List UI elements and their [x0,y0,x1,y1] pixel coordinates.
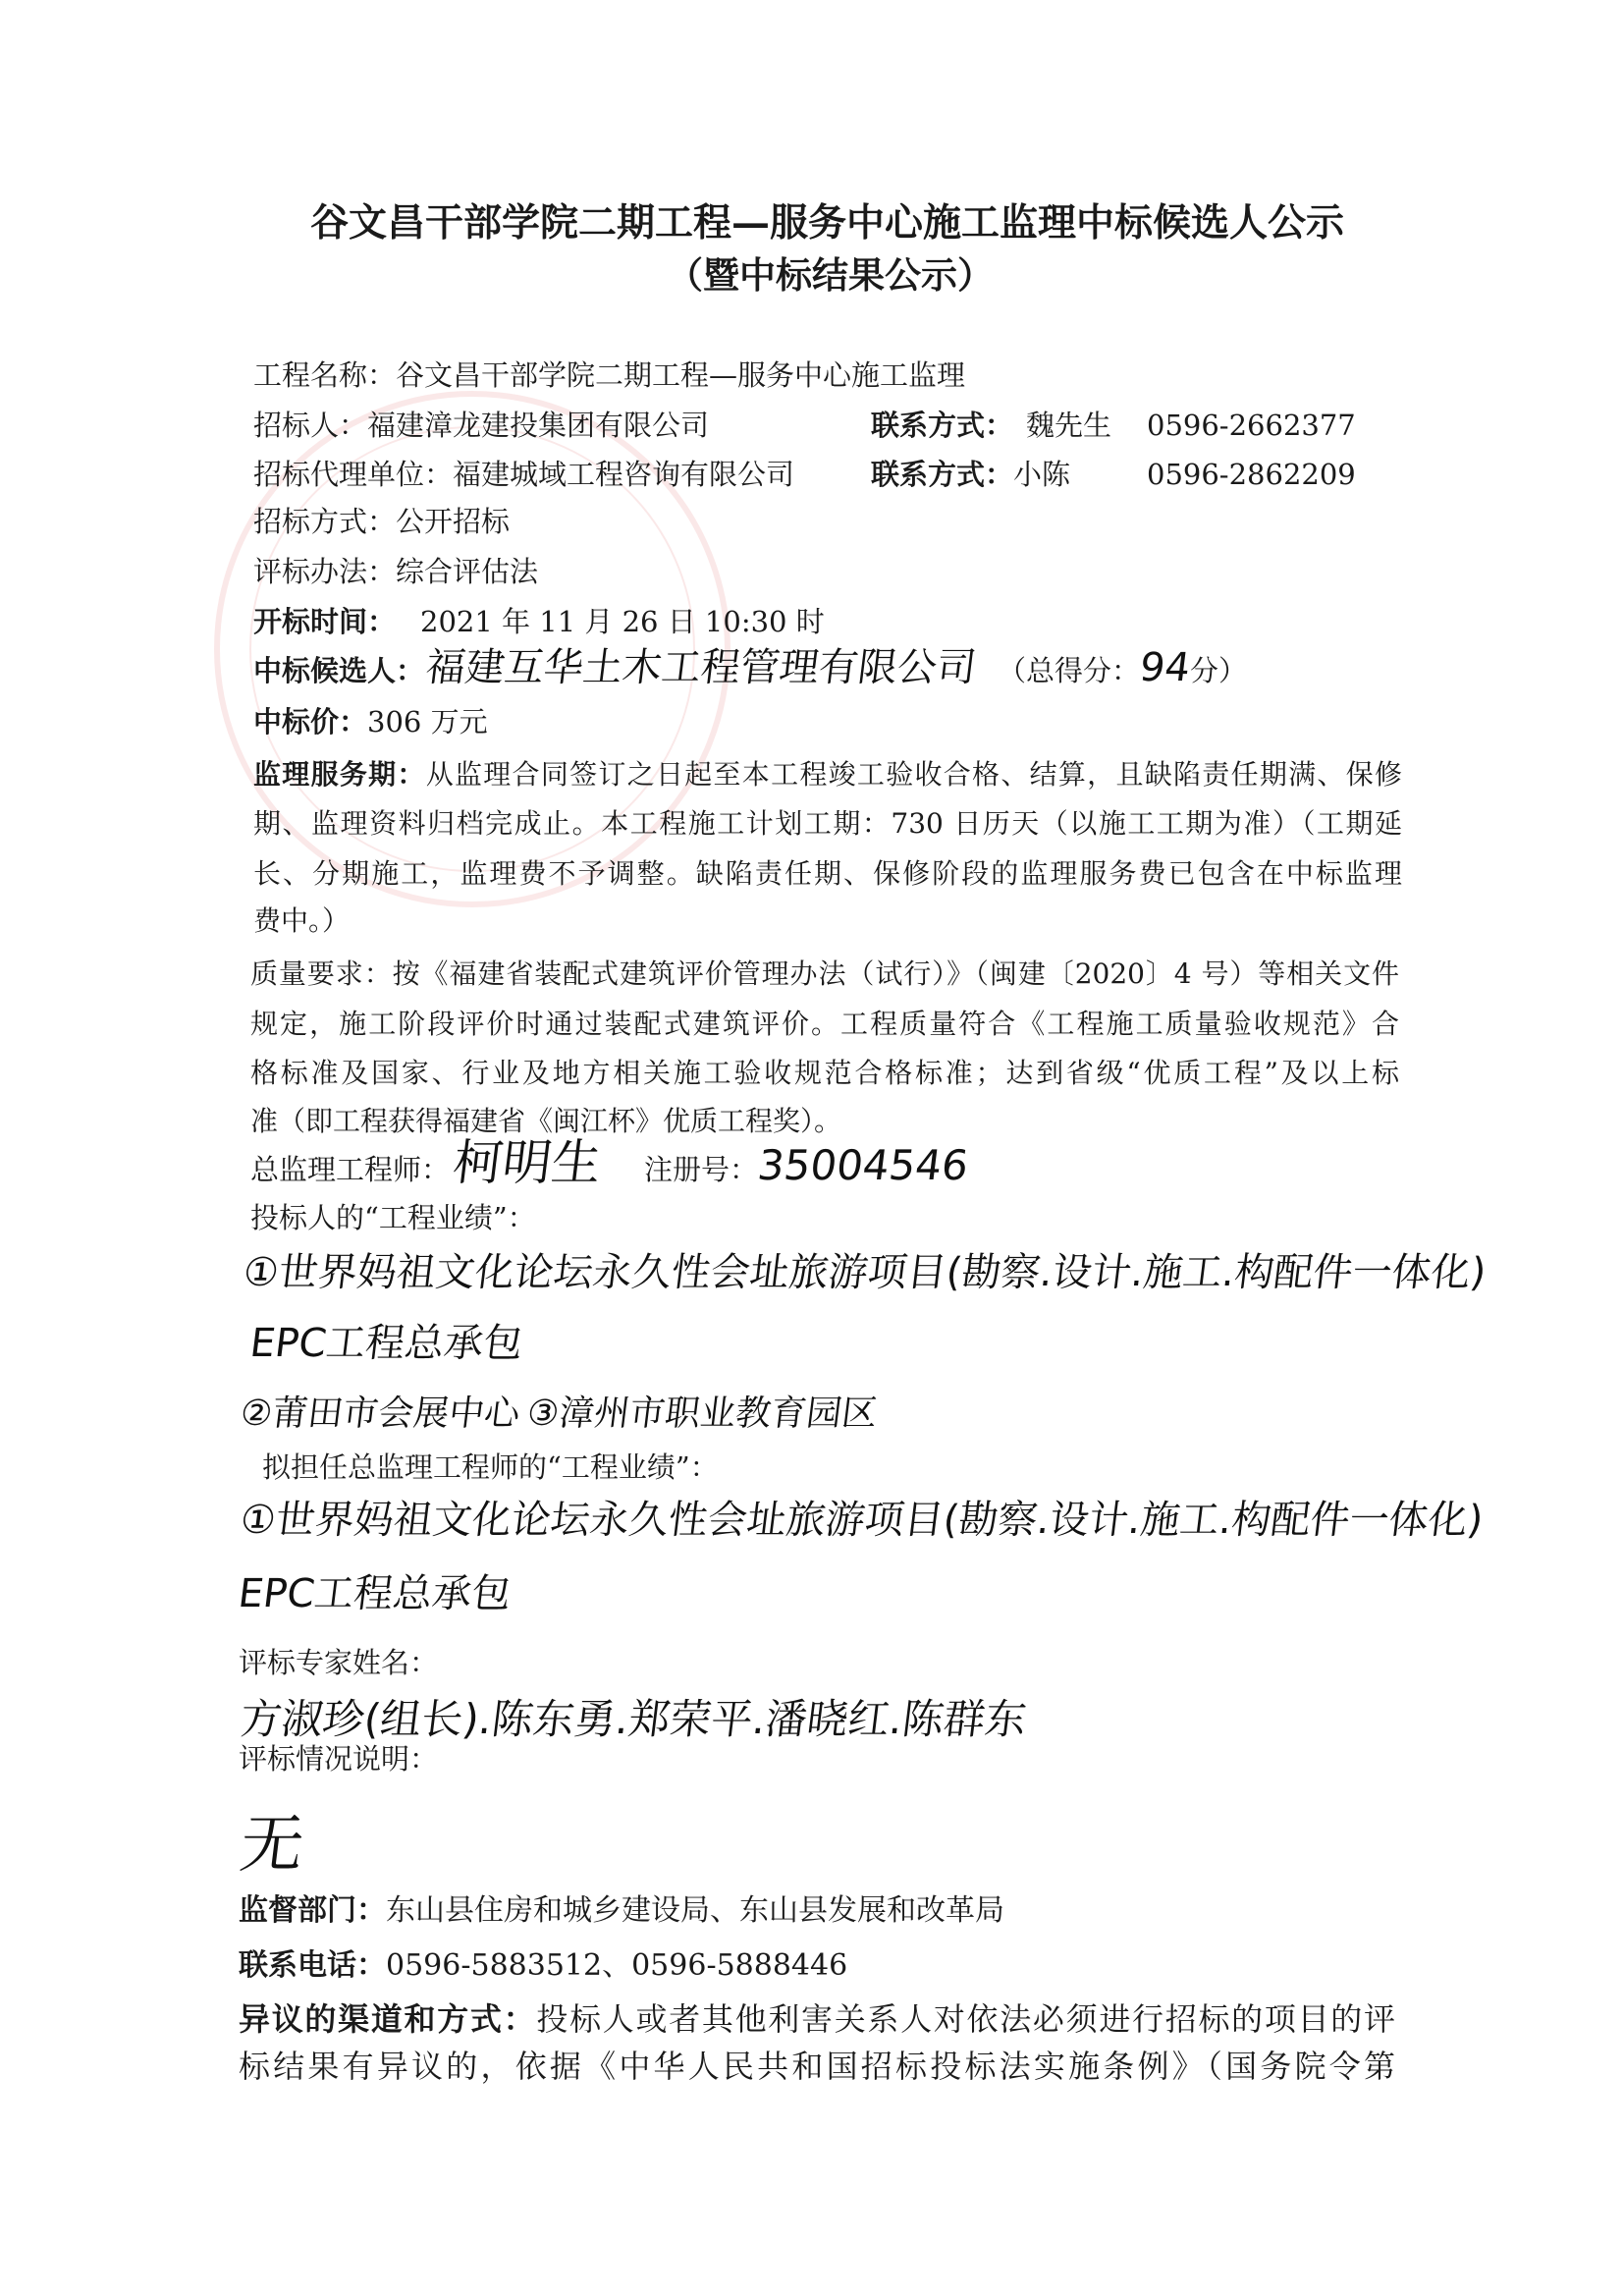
chief-engineer-name-handwritten: 柯明生 [450,1134,605,1191]
evaluation-method-row [253,555,539,588]
bidder-performance-line-2: EPC工程总承包 [247,1321,526,1366]
experts-names-handwritten: 方淑珍(组长).陈东勇.郑荣平.潘晓红.陈群东 [238,1695,1030,1743]
contact-phone-label: 联系电话： [239,1948,386,1983]
document-title: 谷文昌干部学院二期工程—服务中心施工监理中标候选人公示 [309,200,1344,246]
opening-time-row [253,605,825,638]
tender-method-row [253,505,511,538]
tenderer-value: 福建漳龙建投集团有限公司 [367,409,710,442]
service-period-line-3: 长、分期施工，监理费不予调整。缺陷责任期、保修阶段的监理服务费已包含在中标监理 [253,857,1402,890]
agency-row [253,458,795,491]
winning-candidate-label: 中标候选人： [253,654,425,687]
tenderer-phone: 0596-2662377 [1147,409,1356,442]
quality-text-1: 按《福建省装配式建筑评价管理办法（试行）》（闽建〔2020〕4 号）等相关文件 [392,957,1399,990]
registration-label: 注册号： [644,1153,759,1186]
engineer-performance-line-1: ①世界妈祖文化论坛永久性会址旅游项目(勘察.设计.施工.构配件一体化) [238,1498,1487,1543]
bidder-performance-label: 投标人的“工程业绩”： [250,1201,536,1234]
engineer-performance-label: 拟担任总监理工程师的“工程业绩”： [262,1450,719,1484]
tenderer-row [253,411,709,440]
agency-phone: 0596-2862209 [1147,458,1356,491]
service-period-label: 监理服务期： [253,758,426,791]
agency-contact-label: 联系方式： [871,458,1014,491]
opening-time-value: 2021 年 11 月 26 日 10:30 时 [420,605,825,638]
evaluation-notes-label: 评标情况说明： [239,1742,439,1776]
bidder-performance-item-2: ②莆田市会展中心 [238,1394,522,1434]
quality-label: 质量要求： [250,957,393,990]
objection-text-1: 投标人或者其他利害关系人对依法必须进行招标的项目的评 [536,2000,1395,2038]
evaluation-method-value: 综合评估法 [396,555,539,588]
chief-engineer-label: 总监理工程师： [250,1153,451,1186]
objection-label: 异议的渠道和方式： [239,2000,537,2038]
objection-line-1 [239,2000,1395,2038]
evaluation-method-label: 评标办法： [253,555,397,588]
supervision-value: 东山县住房和城乡建设局、东山县发展和改革局 [386,1893,1004,1928]
score-handwritten: 94 [1137,645,1193,690]
service-period-line-2: 期、监理资料归档完成止。本工程施工计划工期：730 日历天（以施工工期为准）（工期延 [253,807,1402,840]
agency-label: 招标代理单位： [253,458,454,491]
experts-label: 评标专家姓名： [239,1646,439,1679]
score-suffix: 分） [1189,654,1247,687]
bidder-performance-item-3: ③漳州市职业教育园区 [524,1394,881,1434]
project-name-label: 工程名称： [253,358,397,392]
objection-line-2: 标结果有异议的，依据《中华人民共和国招标投标法实施条例》（国务院令第 [239,2048,1395,2085]
quality-line-3: 格标准及国家、行业及地方相关施工验收规范合格标准；达到省级“优质工程”及以上标 [250,1057,1399,1089]
quality-line-4: 准（即工程获得福建省《闽江杯》优质工程奖）。 [250,1105,842,1137]
supervision-row [239,1893,1004,1928]
contact-phone-value: 0596-5883512、0596-5888446 [386,1948,848,1983]
agency-value: 福建城域工程咨询有限公司 [453,458,795,491]
winning-price-row [253,705,488,738]
bidder-performance-line-3-row [238,1394,881,1434]
project-name-value: 谷文昌干部学院二期工程—服务中心施工监理 [396,358,966,392]
evaluation-notes-handwritten: 无 [236,1809,308,1882]
service-period-line-1 [253,758,1402,791]
agency-contact-person: 小陈 [1013,458,1071,491]
tenderer-contact-label: 联系方式： [871,409,1014,442]
document-subtitle: （暨中标结果公示） [667,253,994,297]
project-name-row [253,358,966,392]
tenderer-contact-person: 魏先生 [1026,409,1112,442]
tender-method-value: 公开招标 [396,505,511,538]
contact-phone-row [239,1948,848,1983]
service-period-line-4: 费中。） [253,904,351,937]
engineer-performance-line-2: EPC工程总承包 [236,1571,514,1616]
winning-price-label: 中标价： [253,705,368,738]
bidder-performance-line-1: ①世界妈祖文化论坛永久性会址旅游项目(勘察.设计.施工.构配件一体化) [241,1250,1489,1295]
quality-line-1 [250,957,1399,990]
chief-engineer-row [250,1134,971,1191]
agency-contact-row [871,458,1071,491]
winning-candidate-row [253,645,1247,690]
bidder-performance-line-1-row [241,1250,1489,1295]
tender-method-label: 招标方式： [253,505,397,538]
registration-number-handwritten: 35004546 [755,1141,971,1189]
evaluation-notes-row [236,1809,308,1882]
service-period-text-1: 从监理合同签订之日起至本工程竣工验收合格、结算，且缺陷责任期满、保修 [425,758,1402,791]
bidder-performance-line-2-row [247,1321,526,1366]
supervision-label: 监督部门： [239,1893,386,1928]
opening-time-label: 开标时间： [253,605,397,638]
winning-candidate-name-handwritten: 福建互华土木工程管理有限公司 [423,645,979,690]
quality-line-2: 规定，施工阶段评价时通过装配式建筑评价。工程质量符合《工程施工质量验收规范》合 [250,1008,1399,1040]
experts-names-row [238,1695,1030,1743]
winning-price-value: 306 万元 [367,705,488,738]
score-prefix: （总得分： [998,654,1141,687]
engineer-performance-line-1-row [238,1498,1487,1543]
engineer-performance-line-2-row [236,1571,514,1616]
tenderer-label: 招标人： [253,409,368,442]
